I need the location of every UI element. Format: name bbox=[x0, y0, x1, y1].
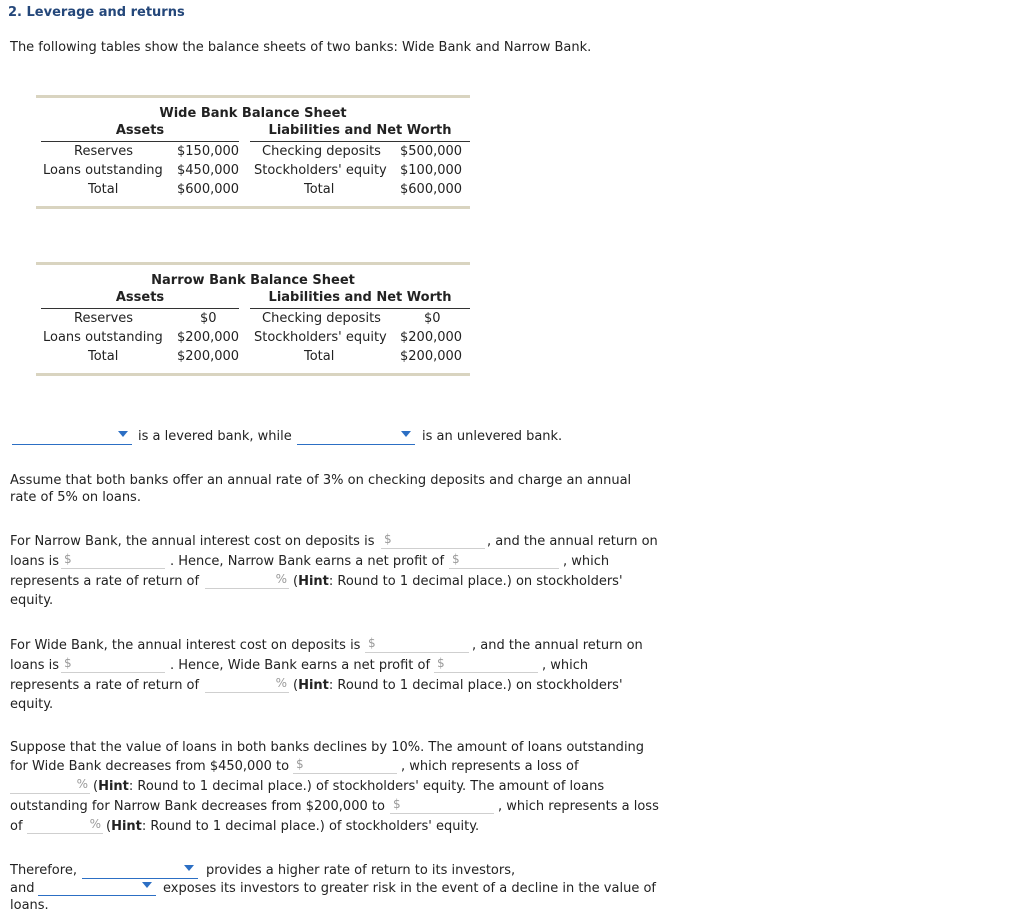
wide-para-line-1a: For Wide Bank, the annual interest cost on deposits is bbox=[10, 638, 361, 653]
therefore-line-2b: exposes its investors to greater risk in the event of a decline in the value of bbox=[163, 881, 656, 896]
decline-line-2b: , which represents a loss of bbox=[401, 759, 579, 774]
narrow-row-2-asset-label: Loans outstanding bbox=[43, 330, 163, 345]
narrow-loans-after-decline-input[interactable] bbox=[390, 796, 494, 814]
dollar-sign: $ bbox=[64, 552, 72, 566]
narrow-row-3-asset-value: $200,000 bbox=[177, 349, 240, 364]
narrow-loan-return-input[interactable] bbox=[61, 551, 165, 569]
narrow-hint: (Hint: Round to 1 decimal place.) on stockholders' bbox=[293, 574, 623, 589]
percent-sign: % bbox=[89, 817, 101, 831]
wide-loans-after-decline-input[interactable] bbox=[293, 756, 397, 774]
narrow-para-line-1a: For Narrow Bank, the annual interest cost on deposits is bbox=[10, 534, 375, 549]
wide-loan-return-input[interactable] bbox=[61, 655, 165, 673]
narrow-row-3-liab-value: $200,000 bbox=[400, 349, 463, 364]
wide-hint: (Hint: Round to 1 decimal place.) on stockholders' bbox=[293, 678, 623, 693]
chevron-down-icon bbox=[184, 865, 194, 871]
greater-risk-bank-dropdown[interactable] bbox=[38, 878, 156, 896]
levered-text: is a levered bank, while bbox=[138, 429, 292, 444]
chevron-down-icon bbox=[118, 431, 128, 437]
wide-row-2-asset-value: $450,000 bbox=[177, 163, 240, 178]
wide-bank-balance-sheet bbox=[36, 95, 470, 209]
wide-deposit-cost-input[interactable] bbox=[365, 635, 469, 653]
narrow-row-1-liab-label: Checking deposits bbox=[262, 311, 381, 326]
narrow-row-2-asset-value: $200,000 bbox=[177, 330, 240, 345]
narrow-assets-header: Assets bbox=[41, 290, 239, 309]
wide-row-1-liab-value: $500,000 bbox=[400, 144, 463, 159]
wide-row-2-liab-label: Stockholders' equity bbox=[254, 163, 387, 178]
narrow-net-profit-input[interactable] bbox=[449, 551, 559, 569]
dollar-sign: $ bbox=[393, 797, 401, 811]
narrow-bank-balance-sheet bbox=[36, 262, 470, 376]
wide-para-line-2a: loans is bbox=[10, 658, 60, 673]
therefore-line-1b: provides a higher rate of return to its investors, bbox=[206, 863, 516, 878]
percent-sign: % bbox=[275, 572, 287, 586]
dollar-sign: $ bbox=[452, 552, 460, 566]
wide-liabilities-header: Liabilities and Net Worth bbox=[250, 123, 470, 142]
wide-row-1-liab-label: Checking deposits bbox=[262, 144, 381, 159]
wide-loss-percent-input[interactable] bbox=[10, 776, 90, 794]
wide-para-line-2b: . Hence, Wide Bank earns a net profit of bbox=[170, 658, 431, 673]
narrow-para-line-1b: , and the annual return on bbox=[487, 534, 658, 549]
narrow-para-line-2a: loans is bbox=[10, 554, 60, 569]
decline-line-1: Suppose that the value of loans in both banks declines by 10%. The amount of loans outstanding bbox=[10, 740, 645, 755]
wide-row-3-asset-label: Total bbox=[88, 182, 119, 197]
question-heading: 2. Leverage and returns bbox=[8, 5, 185, 20]
narrow-para-line-4: equity. bbox=[10, 593, 54, 608]
dollar-sign: $ bbox=[384, 532, 392, 546]
narrow-row-1-asset-value: $0 bbox=[200, 311, 217, 326]
narrow-para-line-2c: , which bbox=[563, 554, 610, 569]
decline-line-4a: outstanding for Narrow Bank decreases from $200,000 to bbox=[10, 799, 385, 814]
wide-rate-of-return-input[interactable] bbox=[205, 675, 289, 693]
wide-para-line-2c: , which bbox=[542, 658, 589, 673]
wide-row-3-liab-value: $600,000 bbox=[400, 182, 463, 197]
narrow-row-1-asset-label: Reserves bbox=[74, 311, 134, 326]
wide-net-profit-input[interactable] bbox=[434, 655, 538, 673]
decline-hint-1: (Hint: Round to 1 decimal place.) of stockholders' equity. The amount of loans bbox=[93, 779, 605, 794]
chevron-down-icon bbox=[401, 431, 411, 437]
therefore-line-1a: Therefore, bbox=[10, 863, 77, 878]
narrow-row-1-liab-value: $0 bbox=[424, 311, 441, 326]
decline-line-4b: , which represents a loss bbox=[498, 799, 659, 814]
assume-line-2: rate of 5% on loans. bbox=[10, 490, 141, 505]
narrow-para-line-2b: . Hence, Narrow Bank earns a net profit of bbox=[170, 554, 445, 569]
wide-para-line-3a: represents a rate of return of bbox=[10, 678, 200, 693]
unlevered-bank-dropdown[interactable] bbox=[297, 427, 415, 445]
wide-row-1-asset-label: Reserves bbox=[74, 144, 134, 159]
therefore-line-2a: and bbox=[10, 881, 35, 896]
assume-line-1: Assume that both banks offer an annual rate of 3% on checking deposits and charge an annual bbox=[10, 473, 632, 488]
wide-para-line-1b: , and the annual return on bbox=[472, 638, 643, 653]
wide-row-2-asset-label: Loans outstanding bbox=[43, 163, 163, 178]
decline-line-2a: for Wide Bank decreases from $450,000 to bbox=[10, 759, 290, 774]
percent-sign: % bbox=[275, 676, 287, 690]
percent-sign: % bbox=[76, 777, 88, 791]
decline-hint-2: (Hint: Round to 1 decimal place.) of stockholders' equity. bbox=[106, 819, 480, 834]
narrow-row-2-liab-value: $200,000 bbox=[400, 330, 463, 345]
narrow-para-line-3a: represents a rate of return of bbox=[10, 574, 200, 589]
unlevered-text: is an unlevered bank. bbox=[422, 429, 563, 444]
dollar-sign: $ bbox=[437, 656, 445, 670]
wide-row-2-liab-value: $100,000 bbox=[400, 163, 463, 178]
narrow-rate-of-return-input[interactable] bbox=[205, 571, 289, 589]
chevron-down-icon bbox=[142, 882, 152, 888]
narrow-liabilities-header: Liabilities and Net Worth bbox=[250, 290, 470, 309]
therefore-line-3: loans. bbox=[10, 898, 49, 913]
wide-row-3-liab-label: Total bbox=[304, 182, 335, 197]
intro-text: The following tables show the balance sheets of two banks: Wide Bank and Narrow Bank. bbox=[10, 40, 592, 55]
higher-return-bank-dropdown[interactable] bbox=[82, 861, 198, 879]
narrow-row-3-liab-label: Total bbox=[304, 349, 335, 364]
wide-sheet-title: Wide Bank Balance Sheet bbox=[159, 106, 347, 121]
dollar-sign: $ bbox=[368, 636, 376, 650]
narrow-row-2-liab-label: Stockholders' equity bbox=[254, 330, 387, 345]
narrow-deposit-cost-input[interactable] bbox=[381, 531, 485, 549]
narrow-sheet-title: Narrow Bank Balance Sheet bbox=[151, 273, 355, 288]
wide-row-1-asset-value: $150,000 bbox=[177, 144, 240, 159]
levered-bank-dropdown[interactable] bbox=[12, 427, 132, 445]
wide-assets-header: Assets bbox=[41, 123, 239, 142]
dollar-sign: $ bbox=[296, 757, 304, 771]
wide-para-line-4: equity. bbox=[10, 697, 54, 712]
decline-line-5a: of bbox=[10, 819, 23, 834]
narrow-row-3-asset-label: Total bbox=[88, 349, 119, 364]
wide-row-3-asset-value: $600,000 bbox=[177, 182, 240, 197]
narrow-loss-percent-input[interactable] bbox=[27, 816, 103, 834]
dollar-sign: $ bbox=[64, 656, 72, 670]
